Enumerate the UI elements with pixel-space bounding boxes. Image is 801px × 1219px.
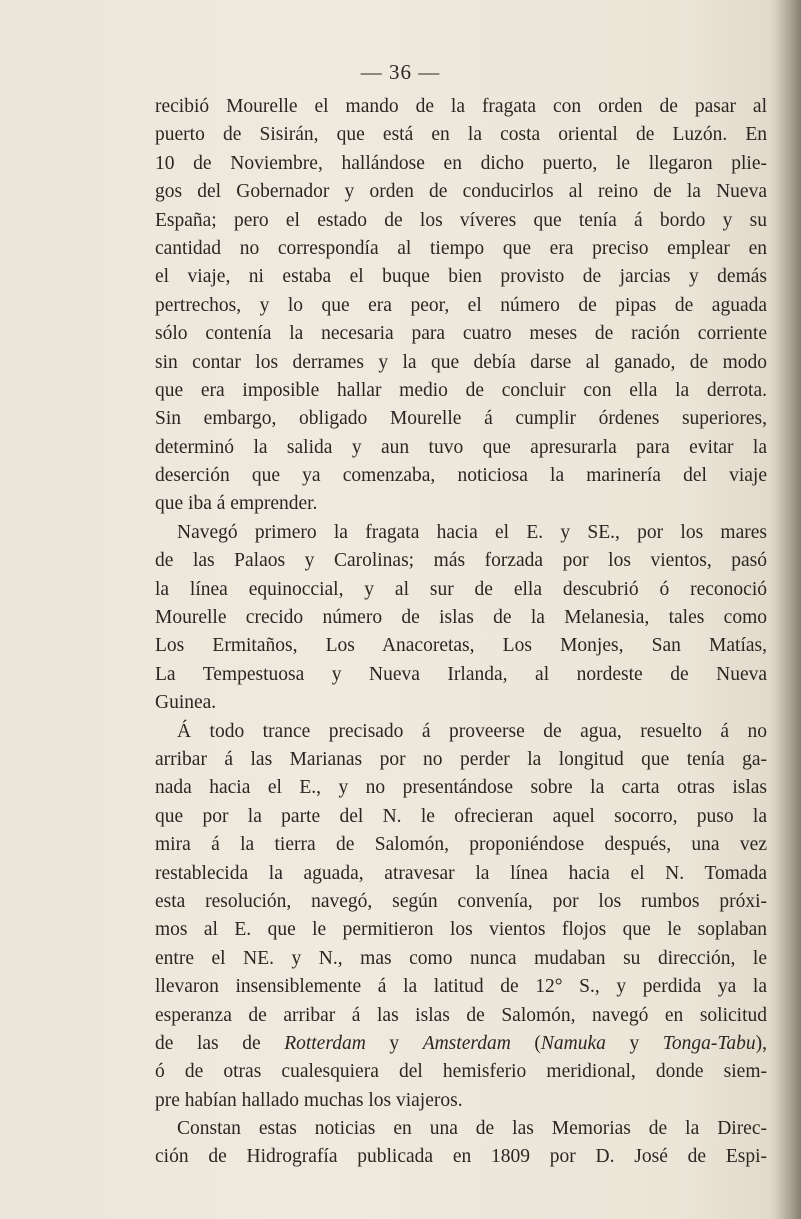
text-line: esperanza de arribar á las islas de Salomón, navegó en solicitud xyxy=(155,1004,767,1026)
text-line: La Tempestuosa y Nueva Irlanda, al nordeste de Nueva xyxy=(155,663,767,685)
text-fragment: y xyxy=(365,1032,423,1054)
text-line: determinó la salida y aun tuvo que apresurarla para evitar la xyxy=(155,436,767,458)
text-fragment: y xyxy=(605,1032,663,1054)
italic-place-name: Namuka xyxy=(540,1032,606,1054)
text-fragment: de las de xyxy=(155,1032,285,1054)
text-line: puerto de Sisirán, que está en la costa oriental de Luzón. En xyxy=(155,124,767,146)
text-line-with-italics xyxy=(155,1030,767,1058)
text-line: que iba á emprender. xyxy=(155,493,318,515)
italic-place-name: Tonga-Tabu xyxy=(662,1032,756,1054)
text-line: 10 de Noviembre, hallándose en dicho puerto, le llegaron plie- xyxy=(155,152,767,174)
italic-place-name: Amsterdam xyxy=(422,1032,511,1054)
text-line: deserción que ya comenzaba, noticiosa la marinería del viaje xyxy=(155,465,767,487)
text-line: Sin embargo, obligado Mourelle á cumplir órdenes superiores, xyxy=(155,408,767,430)
text-line: cantidad no correspondía al tiempo que era preciso emplear en xyxy=(155,237,767,259)
text-line: la línea equinoccial, y al sur de ella descubrió ó reconoció xyxy=(155,578,767,600)
italic-place-name: Rotterdam xyxy=(284,1032,366,1054)
text-line: Los Ermitaños, Los Anacoretas, Los Monjes, San Matías, xyxy=(155,635,767,657)
text-line: gos del Gobernador y orden de conducirlos al reino de la Nueva xyxy=(155,181,767,203)
text-line: Mourelle crecido número de islas de la Melanesia, tales como xyxy=(155,607,767,629)
page-edge-shadow xyxy=(775,0,801,1219)
text-line: España; pero el estado de los víveres que tenía á bordo y su xyxy=(155,209,767,231)
text-line: que era imposible hallar medio de concluir con ella la derrota. xyxy=(155,379,767,401)
text-line: pertrechos, y lo que era peor, el número de pipas de aguada xyxy=(155,294,767,316)
text-line: entre el NE. y N., mas como nunca mudaban su dirección, le xyxy=(155,947,767,969)
text-line: Navegó primero la fragata hacia el E. y SE., por los mares xyxy=(177,521,767,543)
text-line: arribar á las Marianas por no perder la longitud que tenía ga- xyxy=(155,748,767,770)
text-line: Constan estas noticias en una de las Memorias de la Direc- xyxy=(177,1118,767,1140)
text-line: sin contar los derrames y la que debía darse al ganado, de modo xyxy=(155,351,767,373)
text-line: mos al E. que le permitieron los vientos flojos que le soplaban xyxy=(155,919,767,941)
text-line: Guinea. xyxy=(155,692,217,714)
text-line: que por la parte del N. le ofrecieran aquel socorro, puso la xyxy=(155,805,767,827)
text-line: pre habían hallado muchas los viajeros. xyxy=(155,1089,463,1111)
text-line: ción de Hidrografía publicada en 1809 por D. José de Espi- xyxy=(155,1146,767,1168)
body-text xyxy=(155,93,767,1172)
text-line: mira á la tierra de Salomón, proponiéndose después, una vez xyxy=(155,834,767,856)
page-number-header: — 36 — xyxy=(360,60,441,84)
text-line: esta resolución, navegó, según convenía, por los rumbos próxi- xyxy=(155,890,767,912)
text-line: sólo contenía la necesaria para cuatro meses de ración corriente xyxy=(155,323,767,345)
text-line: llevaron insensiblemente á la latitud de 12° S., y perdida ya la xyxy=(155,976,767,998)
text-line: restablecida la aguada, atravesar la línea hacia el N. Tomada xyxy=(155,862,767,884)
text-line: recibió Mourelle el mando de la fragata con orden de pasar al xyxy=(155,96,767,117)
text-fragment: ), xyxy=(755,1032,767,1054)
text-fragment: ( xyxy=(510,1032,541,1054)
text-line: de las Palaos y Carolinas; más forzada por los vientos, pasó xyxy=(155,550,767,572)
text-line: Á todo trance precisado á proveerse de agua, resuelto á no xyxy=(177,720,767,742)
text-line: el viaje, ni estaba el buque bien provisto de jarcias y demás xyxy=(155,266,767,288)
text-line: nada hacia el E., y no presentándose sobre la carta otras islas xyxy=(155,777,767,799)
text-line: ó de otras cualesquiera del hemisferio meridional, donde siem- xyxy=(155,1061,767,1083)
